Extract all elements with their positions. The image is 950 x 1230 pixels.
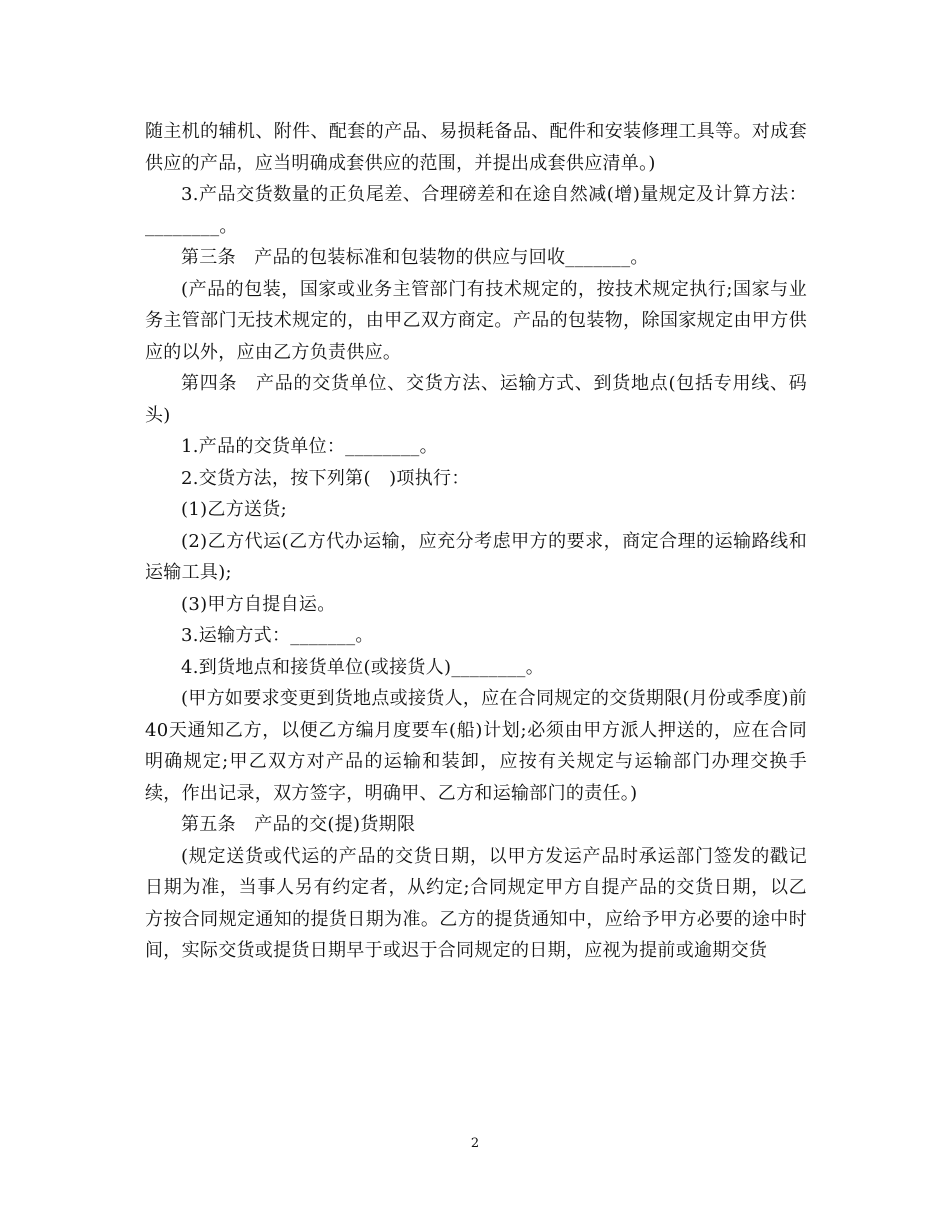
paragraph: 随主机的辅机、附件、配套的产品、易损耗备品、配件和安装修理工具等。对成套供应的产品，应当明确成套供应的范围，并提出成套供应清单。): [145, 121, 807, 174]
paragraph: 2.交货方法，按下列第( )项执行：: [181, 467, 470, 489]
page-number: 2: [470, 1136, 480, 1151]
paragraph: (规定送货或代运的产品的交货日期，以甲方发运产品时承运部门签发的戳记日期为准，当事人另有约定者，从约定;合同规定甲方自提产品的交货日期，以乙方按合同规定通知的提货日期为准。乙方的提货通知中，应给予甲方必要的途中时间，实际交货或提货日期早于或迟于合同规定的日期，应视为提前或逾期交货: [145, 845, 807, 961]
paragraph: (1)乙方送货;: [181, 499, 287, 520]
paragraph: 3.产品交货数量的正负尾差、合理磅差和在途自然减(增)量规定及计算方法：________。: [145, 184, 807, 237]
paragraph: 1.产品的交货单位：________。: [181, 436, 438, 457]
document-body: [145, 116, 807, 967]
paragraph: 第五条 产品的交(提)货期限: [181, 814, 416, 835]
paragraph: (甲方如要求变更到货地点或接货人，应在合同规定的交货期限(月份或季度)前40天通知乙方，以便乙方编月度要车(船)计划;必须由甲方派人押送的，应在合同明确规定;甲乙双方对产品的运输和装卸，应按有关规定与运输部门办理交换手续，作出记录，双方签字，明确甲、乙方和运输部门的责任。): [145, 688, 807, 804]
paragraph: (2)乙方代运(乙方代办运输，应充分考虑甲方的要求，商定合理的运输路线和运输工具);: [145, 530, 807, 583]
paragraph: (产品的包装，国家或业务主管部门有技术规定的，按技术规定执行;国家与业务主管部门无技术规定的，由甲乙双方商定。产品的包装物，除国家规定由甲方供应的以外，应由乙方负责供应。: [145, 278, 807, 363]
paragraph: 4.到货地点和接货单位(或接货人)________。: [181, 656, 545, 678]
paragraph: 第四条 产品的交货单位、交货方法、运输方式、到货地点(包括专用线、码头): [145, 373, 807, 426]
paragraph: 第三条 产品的包装标准和包装物的供应与回收_______。: [181, 247, 649, 268]
paragraph: (3)甲方自提自运。: [181, 593, 336, 615]
paragraph: 3.运输方式：_______。: [181, 625, 374, 646]
